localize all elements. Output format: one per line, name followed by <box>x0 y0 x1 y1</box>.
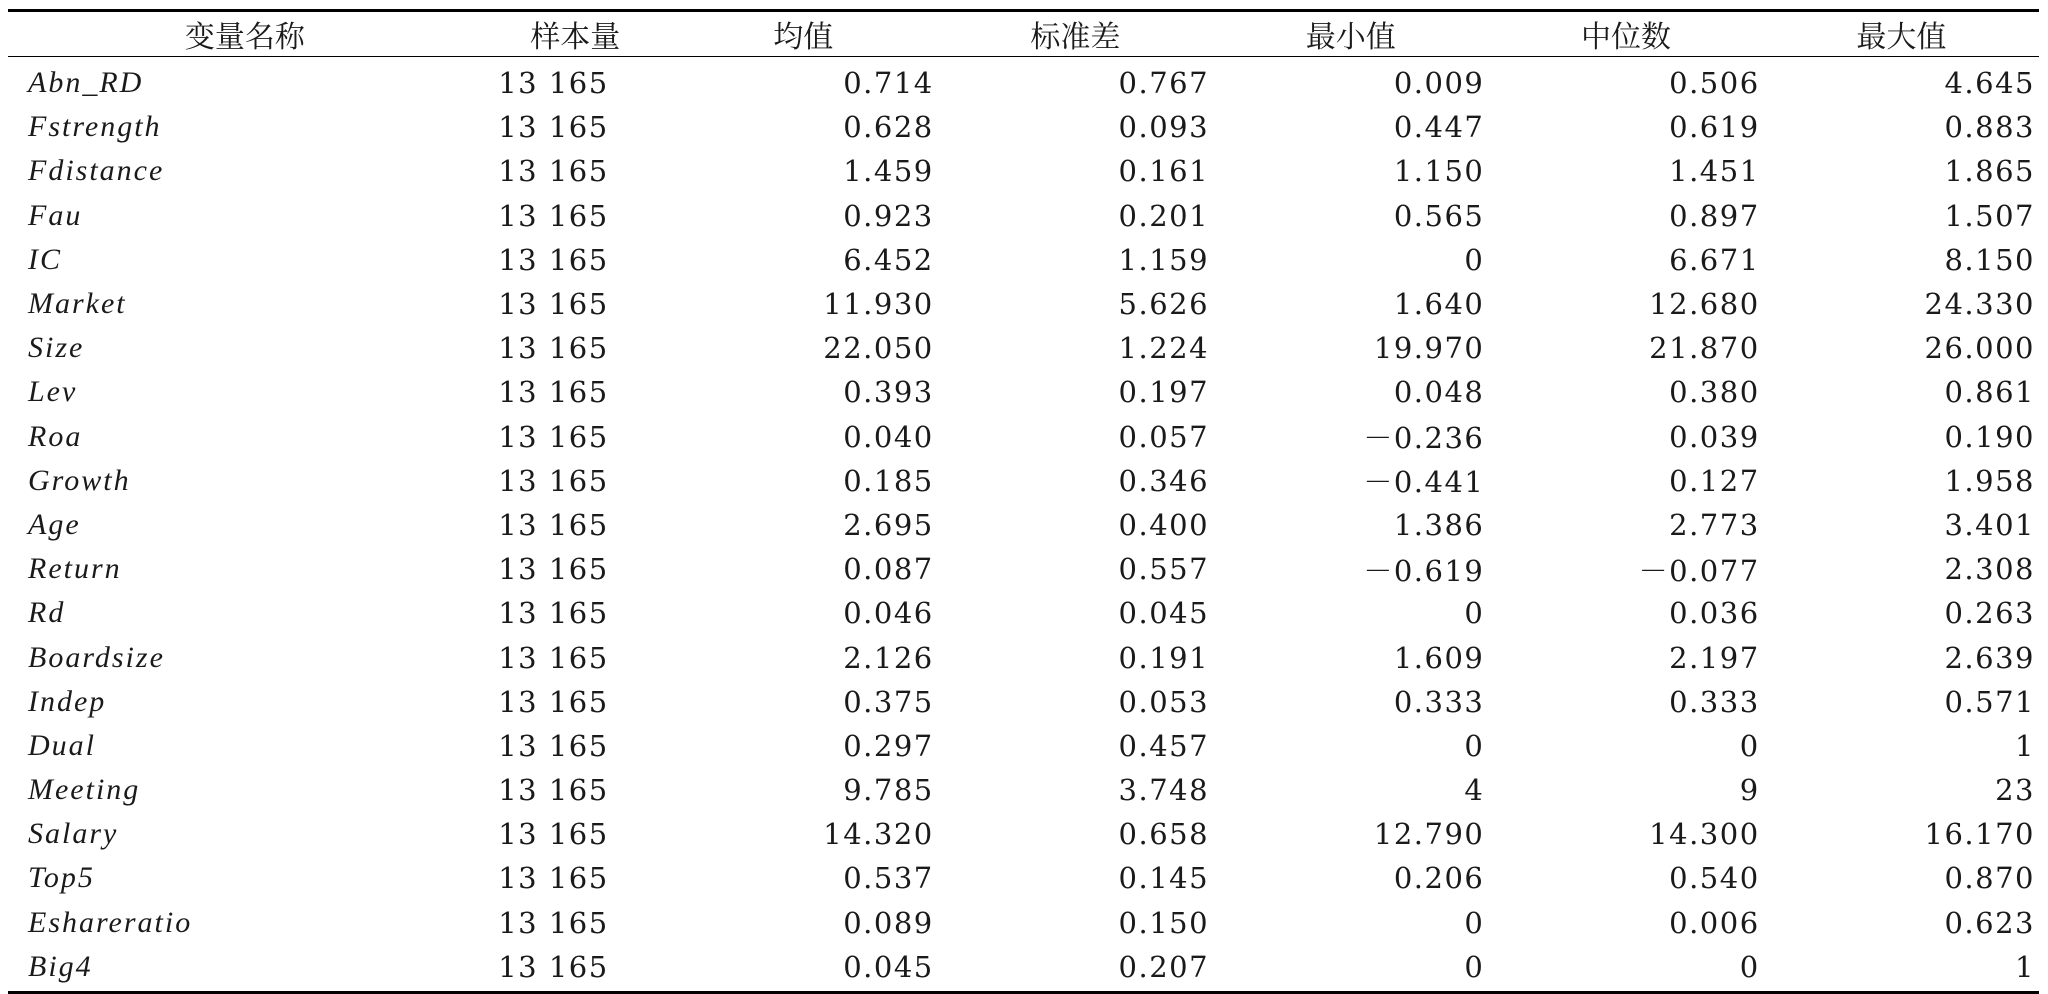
table-row <box>8 105 2039 149</box>
table-row <box>8 57 2039 106</box>
cell-variable: IC <box>28 242 62 276</box>
cell-min: 1.640 <box>1393 287 1485 322</box>
header-mean: 均值 <box>669 12 938 57</box>
table-row <box>8 149 2039 193</box>
cell-median: 0.897 <box>1669 198 1760 233</box>
cell-median: 0.127 <box>1669 463 1760 498</box>
cell-min: －0.619 <box>1363 553 1485 588</box>
cell-min: 1.609 <box>1393 640 1485 675</box>
cell-max: 0.870 <box>1944 861 2035 896</box>
cell-median: 0.333 <box>1669 684 1760 719</box>
cell-mean: 14.320 <box>823 817 934 852</box>
cell-min: 0.565 <box>1393 198 1485 233</box>
cell-sample-size: 13 165 <box>498 110 609 145</box>
cell-sample-size: 13 165 <box>498 242 609 277</box>
cell-sample-size: 13 165 <box>498 154 609 189</box>
cell-std-dev: 1.224 <box>1118 331 1210 366</box>
stats-table <box>8 12 2039 991</box>
cell-max: 1.507 <box>1944 198 2035 233</box>
cell-mean: 9.785 <box>843 773 934 808</box>
cell-mean: 0.045 <box>843 949 934 984</box>
table-row <box>8 945 2039 991</box>
cell-sample-size: 13 165 <box>498 728 609 763</box>
cell-mean: 11.930 <box>823 287 934 322</box>
cell-mean: 2.695 <box>843 507 934 542</box>
cell-mean: 22.050 <box>823 331 934 366</box>
cell-max: 0.883 <box>1944 110 2035 145</box>
cell-std-dev: 0.150 <box>1118 905 1210 940</box>
cell-std-dev: 0.201 <box>1118 198 1210 233</box>
table-row <box>8 459 2039 503</box>
cell-mean: 0.628 <box>843 110 934 145</box>
cell-sample-size: 13 165 <box>498 552 609 587</box>
table-row <box>8 856 2039 900</box>
cell-std-dev: 0.057 <box>1118 419 1210 454</box>
cell-max: 1 <box>2015 728 2035 763</box>
cell-mean: 0.046 <box>843 596 934 631</box>
cell-median: 0.380 <box>1669 375 1760 410</box>
cell-variable: Age <box>28 507 81 541</box>
cell-std-dev: 5.626 <box>1118 287 1210 322</box>
cell-min: 0.048 <box>1393 375 1485 410</box>
cell-std-dev: 0.145 <box>1118 861 1210 896</box>
header-median: 中位数 <box>1488 12 1763 57</box>
cell-median: 14.300 <box>1649 817 1760 852</box>
cell-variable: Fstrength <box>28 110 162 144</box>
cell-std-dev: 0.045 <box>1118 596 1210 631</box>
cell-sample-size: 13 165 <box>498 287 609 322</box>
cell-variable: Top5 <box>28 861 95 895</box>
descriptive-statistics-table <box>8 9 2039 994</box>
cell-median: 0.036 <box>1669 596 1760 631</box>
cell-median: 0.506 <box>1669 66 1760 101</box>
table-row <box>8 635 2039 679</box>
cell-sample-size: 13 165 <box>498 640 609 675</box>
cell-mean: 6.452 <box>843 242 934 277</box>
cell-std-dev: 0.658 <box>1118 817 1210 852</box>
table-row <box>8 194 2039 238</box>
cell-mean: 0.375 <box>843 684 934 719</box>
cell-sample-size: 13 165 <box>498 463 609 498</box>
table-row <box>8 680 2039 724</box>
cell-mean: 0.393 <box>843 375 934 410</box>
cell-median: －0.077 <box>1638 553 1760 588</box>
cell-variable: Eshareratio <box>28 905 193 939</box>
cell-min: 0 <box>1464 905 1485 940</box>
cell-variable: Rd <box>28 596 66 630</box>
table-row <box>8 503 2039 547</box>
cell-median: 21.870 <box>1649 331 1760 366</box>
cell-median: 12.680 <box>1649 287 1760 322</box>
cell-max: 2.639 <box>1944 640 2035 675</box>
cell-median: 9 <box>1739 773 1760 808</box>
cell-min: 0.447 <box>1393 110 1485 145</box>
cell-median: 2.773 <box>1669 507 1760 542</box>
table-row <box>8 812 2039 856</box>
cell-std-dev: 0.767 <box>1118 66 1210 101</box>
table-row <box>8 901 2039 945</box>
cell-sample-size: 13 165 <box>498 198 609 233</box>
cell-std-dev: 0.161 <box>1118 154 1210 189</box>
header-min: 最小值 <box>1213 12 1488 57</box>
cell-sample-size: 13 165 <box>498 331 609 366</box>
cell-min: －0.236 <box>1363 421 1485 456</box>
cell-max: 1.865 <box>1944 154 2035 189</box>
cell-min: －0.441 <box>1363 465 1485 500</box>
cell-std-dev: 0.197 <box>1118 375 1210 410</box>
cell-mean: 0.297 <box>843 728 934 763</box>
cell-max: 23 <box>1995 773 2035 808</box>
cell-variable: Indep <box>28 684 107 718</box>
header-row <box>8 12 2039 57</box>
cell-sample-size: 13 165 <box>498 817 609 852</box>
cell-min: 0.333 <box>1393 684 1485 719</box>
cell-variable: Lev <box>28 375 78 409</box>
cell-variable: Fdistance <box>28 154 165 188</box>
cell-max: 0.861 <box>1944 375 2035 410</box>
cell-max: 24.330 <box>1924 287 2035 322</box>
cell-max: 0.623 <box>1944 905 2035 940</box>
cell-median: 0 <box>1739 728 1760 763</box>
table-row <box>8 591 2039 635</box>
cell-std-dev: 0.457 <box>1118 728 1210 763</box>
cell-sample-size: 13 165 <box>498 507 609 542</box>
cell-sample-size: 13 165 <box>498 596 609 631</box>
cell-min: 0 <box>1464 242 1485 277</box>
cell-max: 0.190 <box>1944 419 2035 454</box>
cell-max: 4.645 <box>1944 66 2035 101</box>
cell-min: 0 <box>1464 728 1485 763</box>
cell-max: 3.401 <box>1944 507 2035 542</box>
cell-min: 12.790 <box>1373 817 1485 852</box>
cell-sample-size: 13 165 <box>498 949 609 984</box>
cell-std-dev: 3.748 <box>1118 773 1210 808</box>
cell-mean: 0.185 <box>843 463 934 498</box>
cell-mean: 1.459 <box>843 154 934 189</box>
cell-min: 19.970 <box>1373 331 1485 366</box>
cell-std-dev: 0.346 <box>1118 463 1210 498</box>
cell-median: 6.671 <box>1669 242 1760 277</box>
cell-mean: 0.714 <box>843 66 934 101</box>
cell-min: 0.206 <box>1393 861 1485 896</box>
cell-mean: 0.087 <box>843 552 934 587</box>
cell-variable: Market <box>28 287 127 321</box>
table-row <box>8 724 2039 768</box>
cell-max: 0.571 <box>1944 684 2035 719</box>
cell-max: 1.958 <box>1944 463 2035 498</box>
cell-max: 8.150 <box>1944 242 2035 277</box>
cell-variable: Return <box>28 552 122 586</box>
table-body <box>8 57 2039 991</box>
cell-min: 4 <box>1464 773 1485 808</box>
cell-sample-size: 13 165 <box>498 419 609 454</box>
table-row <box>8 238 2039 282</box>
cell-variable: Growth <box>28 463 131 497</box>
header-std-dev: 标准差 <box>938 12 1213 57</box>
cell-std-dev: 1.159 <box>1118 242 1210 277</box>
cell-max: 16.170 <box>1924 817 2035 852</box>
header-sample-size: 样本量 <box>482 12 669 57</box>
cell-sample-size: 13 165 <box>498 861 609 896</box>
cell-sample-size: 13 165 <box>498 375 609 410</box>
cell-min: 0 <box>1464 596 1485 631</box>
cell-max: 2.308 <box>1944 552 2035 587</box>
cell-std-dev: 0.400 <box>1118 507 1210 542</box>
cell-variable: Boardsize <box>28 640 165 674</box>
cell-std-dev: 0.053 <box>1118 684 1210 719</box>
cell-std-dev: 0.207 <box>1118 949 1210 984</box>
cell-median: 0.006 <box>1669 905 1760 940</box>
cell-median: 0.540 <box>1669 861 1760 896</box>
cell-mean: 0.537 <box>843 861 934 896</box>
table-row <box>8 547 2039 591</box>
table-header <box>8 12 2039 57</box>
cell-sample-size: 13 165 <box>498 905 609 940</box>
table-row <box>8 370 2039 414</box>
cell-mean: 2.126 <box>843 640 934 675</box>
cell-variable: Fau <box>28 198 83 232</box>
cell-max: 0.263 <box>1944 596 2035 631</box>
cell-variable: Size <box>28 331 85 365</box>
cell-median: 0.039 <box>1669 419 1760 454</box>
cell-max: 26.000 <box>1924 331 2035 366</box>
cell-median: 2.197 <box>1669 640 1760 675</box>
cell-min: 1.150 <box>1393 154 1485 189</box>
header-variable-name: 变量名称 <box>8 12 482 57</box>
cell-mean: 0.089 <box>843 905 934 940</box>
cell-sample-size: 13 165 <box>498 684 609 719</box>
cell-variable: Roa <box>28 419 83 453</box>
cell-mean: 0.040 <box>843 419 934 454</box>
table-row <box>8 326 2039 370</box>
cell-variable: Big4 <box>28 949 93 983</box>
cell-sample-size: 13 165 <box>498 773 609 808</box>
cell-median: 0 <box>1739 949 1760 984</box>
cell-sample-size: 13 165 <box>498 66 609 101</box>
table-row <box>8 282 2039 326</box>
cell-std-dev: 0.191 <box>1118 640 1210 675</box>
table-row <box>8 768 2039 812</box>
cell-variable: Salary <box>28 817 119 851</box>
cell-variable: Dual <box>28 728 96 762</box>
cell-min: 0 <box>1464 949 1485 984</box>
cell-max: 1 <box>2015 949 2035 984</box>
cell-variable: Abn_RD <box>28 66 144 100</box>
cell-min: 1.386 <box>1393 507 1485 542</box>
cell-median: 0.619 <box>1669 110 1760 145</box>
cell-min: 0.009 <box>1393 66 1485 101</box>
table-row <box>8 415 2039 459</box>
cell-median: 1.451 <box>1669 154 1760 189</box>
cell-variable: Meeting <box>28 773 141 807</box>
cell-std-dev: 0.557 <box>1118 552 1210 587</box>
header-max: 最大值 <box>1764 12 2039 57</box>
cell-std-dev: 0.093 <box>1118 110 1210 145</box>
cell-mean: 0.923 <box>843 198 934 233</box>
